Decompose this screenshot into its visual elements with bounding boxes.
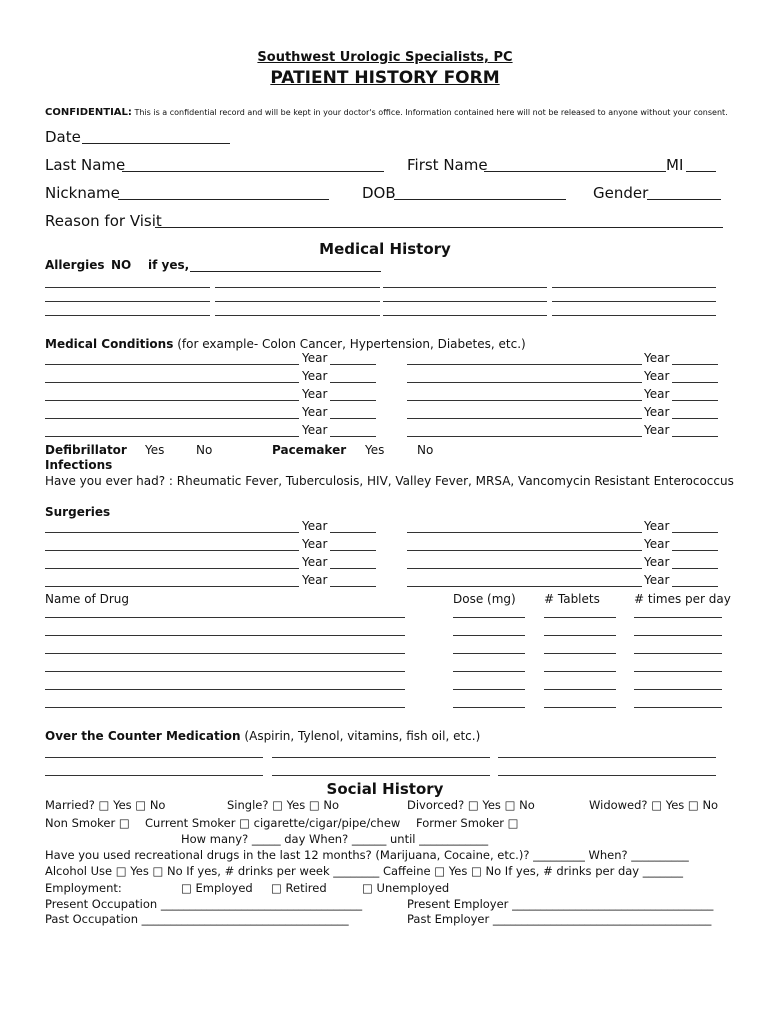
non-smoker-option[interactable]: Non Smoker □ <box>45 816 130 830</box>
condition-line[interactable] <box>45 418 299 419</box>
confidential-label: CONFIDENTIAL: <box>45 107 132 118</box>
allergy-line[interactable] <box>215 287 380 288</box>
condition-year-label: Year <box>644 351 670 365</box>
smoking-how-many[interactable]: How many? _____ day When? ______ until ____________ <box>181 832 489 846</box>
condition-year-line[interactable] <box>330 436 376 437</box>
drug-times-line[interactable] <box>634 653 722 654</box>
surgery-year-label: Year <box>644 519 670 533</box>
married-question[interactable]: Married? □ Yes □ No <box>45 798 166 812</box>
single-question[interactable]: Single? □ Yes □ No <box>227 798 340 812</box>
reason-label: Reason for Visit <box>45 212 162 230</box>
surgery-year-label: Year <box>644 555 670 569</box>
allergy-line[interactable] <box>45 301 210 302</box>
retired-option[interactable]: □ Retired <box>271 881 327 895</box>
condition-year-label: Year <box>302 369 328 383</box>
surgery-line[interactable] <box>407 568 642 569</box>
former-smoker-option[interactable]: Former Smoker □ <box>416 816 519 830</box>
drug-name-line[interactable] <box>45 635 405 636</box>
dose-header: Dose (mg) <box>453 592 516 606</box>
condition-year-line[interactable] <box>672 418 718 419</box>
otc-hint: (Aspirin, Tylenol, vitamins, fish oil, etc.) <box>244 729 481 743</box>
drug-name-line[interactable] <box>45 689 405 690</box>
surgery-year-line[interactable] <box>330 550 376 551</box>
times-header: # times per day <box>634 592 731 606</box>
surgery-year-line[interactable] <box>330 568 376 569</box>
conditions-label: Medical Conditions <box>45 337 174 351</box>
condition-year-line[interactable] <box>672 364 718 365</box>
surgery-year-line[interactable] <box>330 586 376 587</box>
condition-line[interactable] <box>45 400 299 401</box>
drug-dose-line[interactable] <box>453 689 525 690</box>
surgeries-label: Surgeries <box>45 505 111 519</box>
surgery-year-label: Year <box>644 537 670 551</box>
date-field[interactable] <box>82 143 230 144</box>
pacemaker-yes[interactable]: Yes <box>365 443 385 457</box>
surgery-year-label: Year <box>302 555 328 569</box>
confidential-notice <box>45 107 728 118</box>
condition-line[interactable] <box>45 364 299 365</box>
conditions-heading <box>45 337 526 351</box>
condition-year-line[interactable] <box>672 436 718 437</box>
drug-name-line[interactable] <box>45 671 405 672</box>
condition-line[interactable] <box>407 436 642 437</box>
tablets-header: # Tablets <box>544 592 600 606</box>
dob-label: DOB <box>362 184 396 202</box>
condition-year-label: Year <box>644 387 670 401</box>
recreational-drugs-question[interactable]: Have you used recreational drugs in the last 12 months? (Marijuana, Cocaine, etc.)? _________ When? __________ <box>45 848 689 862</box>
surgery-year-line[interactable] <box>672 568 718 569</box>
conditions-hint: (for example- Colon Cancer, Hypertension, Diabetes, etc.) <box>177 337 526 351</box>
condition-line[interactable] <box>45 436 299 437</box>
otc-line[interactable] <box>45 757 263 758</box>
first-name-field[interactable] <box>484 171 666 172</box>
past-occupation-field[interactable]: Past Occupation ____________________________________ <box>45 912 349 926</box>
employment-label: Employment: <box>45 881 122 895</box>
current-smoker-option[interactable]: Current Smoker □ cigarette/cigar/pipe/chew <box>145 816 401 830</box>
gender-label: Gender <box>593 184 649 202</box>
drug-name-line[interactable] <box>45 653 405 654</box>
surgery-line[interactable] <box>45 568 299 569</box>
surgery-line[interactable] <box>45 532 299 533</box>
present-employer-field[interactable]: Present Employer ___________________________________ <box>407 897 714 911</box>
drug-dose-line[interactable] <box>453 617 525 618</box>
otc-line[interactable] <box>498 757 716 758</box>
condition-year-label: Year <box>644 405 670 419</box>
date-label: Date <box>45 128 81 146</box>
social-history-heading: Social History <box>326 780 444 798</box>
allergies-no[interactable]: NO <box>111 258 132 272</box>
drug-times-line[interactable] <box>634 707 722 708</box>
allergy-line[interactable] <box>552 301 716 302</box>
drug-tablets-line[interactable] <box>544 653 616 654</box>
last-name-field[interactable] <box>122 171 384 172</box>
drug-name-line[interactable] <box>45 617 405 618</box>
otc-heading <box>45 729 480 743</box>
surgery-line[interactable] <box>407 550 642 551</box>
nickname-label: Nickname <box>45 184 120 202</box>
dob-field[interactable] <box>394 199 566 200</box>
allergies-field[interactable] <box>190 271 381 272</box>
drug-dose-line[interactable] <box>453 671 525 672</box>
infections-label: Infections <box>45 458 113 472</box>
surgery-line[interactable] <box>45 550 299 551</box>
medical-history-heading: Medical History <box>319 240 451 258</box>
drug-dose-line[interactable] <box>453 707 525 708</box>
drug-times-line[interactable] <box>634 689 722 690</box>
unemployed-option[interactable]: □ Unemployed <box>362 881 450 895</box>
condition-year-line[interactable] <box>330 364 376 365</box>
alcohol-caffeine-question[interactable]: Alcohol Use □ Yes □ No If yes, # drinks per week ________ Caffeine □ Yes □ No If yes, # drinks per day _______ <box>45 864 684 878</box>
condition-year-line[interactable] <box>330 400 376 401</box>
defibrillator-label: Defibrillator <box>45 443 127 457</box>
condition-year-label: Year <box>302 351 328 365</box>
surgery-year-label: Year <box>644 573 670 587</box>
drug-times-line[interactable] <box>634 671 722 672</box>
drug-tablets-line[interactable] <box>544 689 616 690</box>
form-title: PATIENT HISTORY FORM <box>270 68 500 88</box>
allergies-label: Allergies <box>45 258 105 272</box>
condition-year-label: Year <box>302 405 328 419</box>
gender-field[interactable] <box>647 199 721 200</box>
condition-year-line[interactable] <box>672 382 718 383</box>
infections-question: Have you ever had? : Rheumatic Fever, Tuberculosis, HIV, Valley Fever, MRSA, Vancomycin Resistant Enterococcus <box>45 474 734 488</box>
drug-name-line[interactable] <box>45 707 405 708</box>
allergy-line[interactable] <box>552 315 716 316</box>
surgery-year-line[interactable] <box>330 532 376 533</box>
condition-line[interactable] <box>45 382 299 383</box>
allergy-line[interactable] <box>215 315 380 316</box>
drug-tablets-line[interactable] <box>544 671 616 672</box>
condition-year-line[interactable] <box>330 418 376 419</box>
allergy-line[interactable] <box>383 301 547 302</box>
past-employer-field[interactable]: Past Employer ______________________________________ <box>407 912 712 926</box>
condition-year-line[interactable] <box>672 400 718 401</box>
otc-line[interactable] <box>272 775 490 776</box>
pacemaker-label: Pacemaker <box>272 443 347 457</box>
allergy-line[interactable] <box>215 301 380 302</box>
allergy-line[interactable] <box>45 315 210 316</box>
surgery-year-label: Year <box>302 537 328 551</box>
otc-line[interactable] <box>272 757 490 758</box>
condition-line[interactable] <box>407 400 642 401</box>
condition-year-line[interactable] <box>330 382 376 383</box>
employed-option[interactable]: □ Employed <box>181 881 253 895</box>
allergy-line[interactable] <box>552 287 716 288</box>
allergies-if-yes: if yes, <box>148 258 190 272</box>
practice-name: Southwest Urologic Specialists, PC <box>257 50 513 65</box>
mi-field[interactable] <box>686 171 716 172</box>
surgery-year-line[interactable] <box>672 550 718 551</box>
mi-label: MI <box>666 156 684 174</box>
surgery-line[interactable] <box>407 586 642 587</box>
condition-year-label: Year <box>644 423 670 437</box>
drug-times-line[interactable] <box>634 635 722 636</box>
defibrillator-yes[interactable]: Yes <box>145 443 165 457</box>
widowed-question[interactable]: Widowed? □ Yes □ No <box>589 798 719 812</box>
surgery-line[interactable] <box>45 586 299 587</box>
reason-field[interactable] <box>155 227 723 228</box>
surgery-year-line[interactable] <box>672 586 718 587</box>
drug-dose-line[interactable] <box>453 635 525 636</box>
condition-line[interactable] <box>407 364 642 365</box>
otc-label: Over the Counter Medication <box>45 729 241 743</box>
pacemaker-no[interactable]: No <box>417 443 434 457</box>
surgery-year-label: Year <box>302 573 328 587</box>
drug-tablets-line[interactable] <box>544 617 616 618</box>
allergy-line[interactable] <box>383 287 547 288</box>
last-name-label: Last Name <box>45 156 126 174</box>
surgery-year-label: Year <box>302 519 328 533</box>
first-name-label: First Name <box>407 156 488 174</box>
condition-line[interactable] <box>407 382 642 383</box>
surgery-line[interactable] <box>407 532 642 533</box>
divorced-question[interactable]: Divorced? □ Yes □ No <box>407 798 535 812</box>
confidential-text: This is a confidential record and will be kept in your doctor's office. Information contained here will not be released to anyone without your consent. <box>134 108 728 117</box>
drug-times-line[interactable] <box>634 617 722 618</box>
drug-tablets-line[interactable] <box>544 635 616 636</box>
drug-dose-line[interactable] <box>453 653 525 654</box>
nickname-field[interactable] <box>118 199 329 200</box>
condition-line[interactable] <box>407 418 642 419</box>
condition-year-label: Year <box>302 387 328 401</box>
drug-name-header: Name of Drug <box>45 592 129 606</box>
allergy-line[interactable] <box>383 315 547 316</box>
otc-line[interactable] <box>498 775 716 776</box>
condition-year-label: Year <box>644 369 670 383</box>
defibrillator-no[interactable]: No <box>196 443 213 457</box>
present-occupation-field[interactable]: Present Occupation ___________________________________ <box>45 897 363 911</box>
otc-line[interactable] <box>45 775 263 776</box>
drug-tablets-line[interactable] <box>544 707 616 708</box>
condition-year-label: Year <box>302 423 328 437</box>
surgery-year-line[interactable] <box>672 532 718 533</box>
allergy-line[interactable] <box>45 287 210 288</box>
